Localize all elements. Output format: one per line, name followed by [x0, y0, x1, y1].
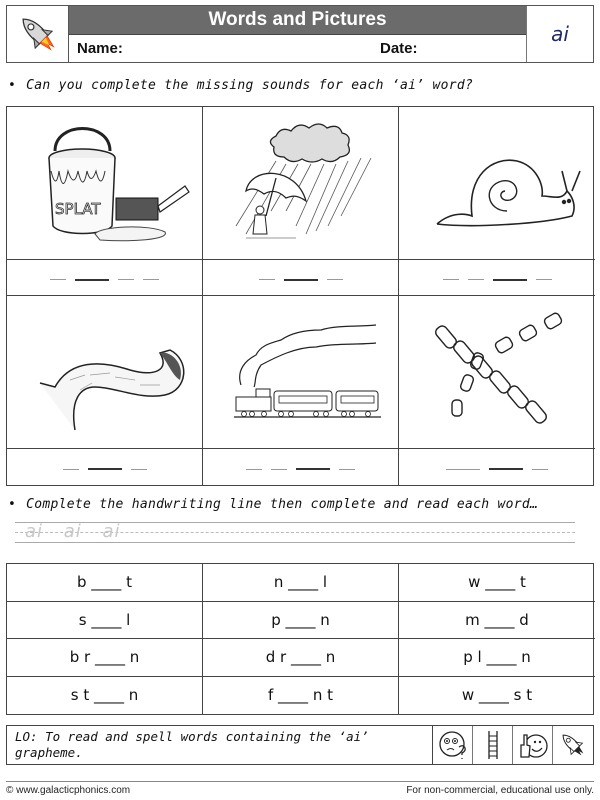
paint-bucket-icon — [20, 116, 190, 251]
answer-blanks-4[interactable] — [7, 449, 203, 485]
grapheme-blank[interactable] — [493, 279, 527, 281]
usage-notice: For non-commercial, educational use only. — [406, 785, 594, 796]
instruction-text: Complete the handwriting line then complete and read each word… — [26, 497, 539, 512]
word-cell[interactable]: b ____ t — [7, 564, 203, 602]
chain-icon — [412, 305, 582, 440]
letter-blank[interactable] — [143, 279, 159, 280]
logo-cell — [7, 6, 69, 62]
bullet: • — [8, 497, 17, 512]
self-assess-rocket[interactable] — [553, 726, 593, 764]
word-cell[interactable]: d r ____ n — [203, 639, 399, 677]
answer-blanks-5[interactable] — [203, 449, 399, 485]
word-cell[interactable]: s t ____ n — [7, 677, 203, 715]
letter-blank[interactable] — [50, 279, 66, 280]
handwriting-line[interactable] — [15, 518, 575, 544]
self-assess-thumbs-up[interactable] — [513, 726, 553, 764]
name-date-row — [69, 35, 526, 62]
page-title: Words and Pictures — [69, 6, 526, 35]
instruction-2 — [8, 497, 538, 512]
title-name-date — [69, 6, 527, 62]
snail-icon — [412, 116, 582, 251]
grapheme-badge: ai — [551, 22, 569, 46]
letter-blank[interactable] — [131, 469, 147, 470]
letter-blank[interactable] — [446, 469, 480, 470]
letter-blank[interactable] — [339, 469, 355, 470]
guide-line-bottom — [15, 542, 575, 543]
word-cell[interactable]: m ____ d — [399, 602, 595, 640]
word-cell[interactable]: f ____ n t — [203, 677, 399, 715]
answer-blanks-6[interactable] — [399, 449, 595, 485]
instruction-1 — [8, 78, 473, 93]
trace-text: ai ai ai — [25, 521, 121, 542]
grapheme-blank[interactable] — [75, 279, 109, 281]
rocket-icon — [14, 10, 62, 58]
word-cell[interactable]: n ____ l — [203, 564, 399, 602]
letter-blank[interactable] — [63, 469, 79, 470]
word-cell[interactable]: w ____ s t — [461, 686, 533, 705]
picture-train — [203, 296, 399, 449]
word-cell[interactable]: p ____ n — [203, 602, 399, 640]
letter-blank[interactable] — [118, 279, 134, 280]
letter-blank[interactable] — [327, 279, 343, 280]
word-cell[interactable]: s ____ l — [7, 602, 203, 640]
word-cell[interactable]: w ____ t — [399, 564, 595, 602]
picture-rain — [203, 107, 399, 260]
thumbs-up-icon — [517, 729, 549, 761]
letter-blank[interactable] — [443, 279, 459, 280]
grapheme-blank[interactable] — [296, 468, 330, 470]
svg-text:SPLAT: SPLAT — [54, 199, 101, 218]
picture-snail — [399, 107, 595, 260]
confused-face-icon — [437, 729, 469, 761]
learning-objective — [6, 725, 594, 765]
grapheme-blank[interactable] — [284, 279, 318, 281]
lo-text: LO: To read and spell words containing the ‘ai’ grapheme. — [7, 726, 433, 764]
letter-blank[interactable] — [468, 279, 484, 280]
self-assess-ladder[interactable] — [473, 726, 513, 764]
picture-chain — [399, 296, 595, 449]
picture-paint — [7, 107, 203, 260]
letter-blank[interactable] — [271, 469, 287, 470]
rain-umbrella-icon — [216, 116, 386, 251]
bullet: • — [8, 78, 17, 93]
answer-blanks-1[interactable] — [7, 260, 203, 296]
ladder-icon — [483, 729, 503, 761]
letter-blank[interactable] — [536, 279, 552, 280]
self-assess-confused[interactable] — [433, 726, 473, 764]
grapheme-blank[interactable] — [489, 468, 523, 470]
name-label: Name: — [77, 40, 123, 57]
train-icon — [216, 305, 386, 440]
date-label: Date: — [380, 40, 418, 57]
word-table — [6, 563, 594, 715]
picture-grid — [6, 106, 594, 486]
word-cell[interactable]: b r ____ n — [7, 639, 203, 677]
worksheet-header — [6, 5, 594, 63]
letter-blank[interactable] — [246, 469, 262, 470]
word-cell[interactable]: p l ____ n — [399, 639, 595, 677]
instruction-text: Can you complete the missing sounds for each ‘ai’ word? — [26, 78, 474, 93]
answer-blanks-2[interactable] — [203, 260, 399, 296]
footer-divider — [6, 781, 594, 782]
letter-blank[interactable] — [259, 279, 275, 280]
letter-blank[interactable] — [532, 469, 548, 470]
grapheme-blank[interactable] — [88, 468, 122, 470]
copyright-link[interactable]: © www.galacticphonics.com — [6, 785, 131, 796]
answer-blanks-3[interactable] — [399, 260, 595, 296]
tail-icon — [20, 305, 190, 440]
rocket-icon — [557, 729, 589, 761]
picture-tail — [7, 296, 203, 449]
